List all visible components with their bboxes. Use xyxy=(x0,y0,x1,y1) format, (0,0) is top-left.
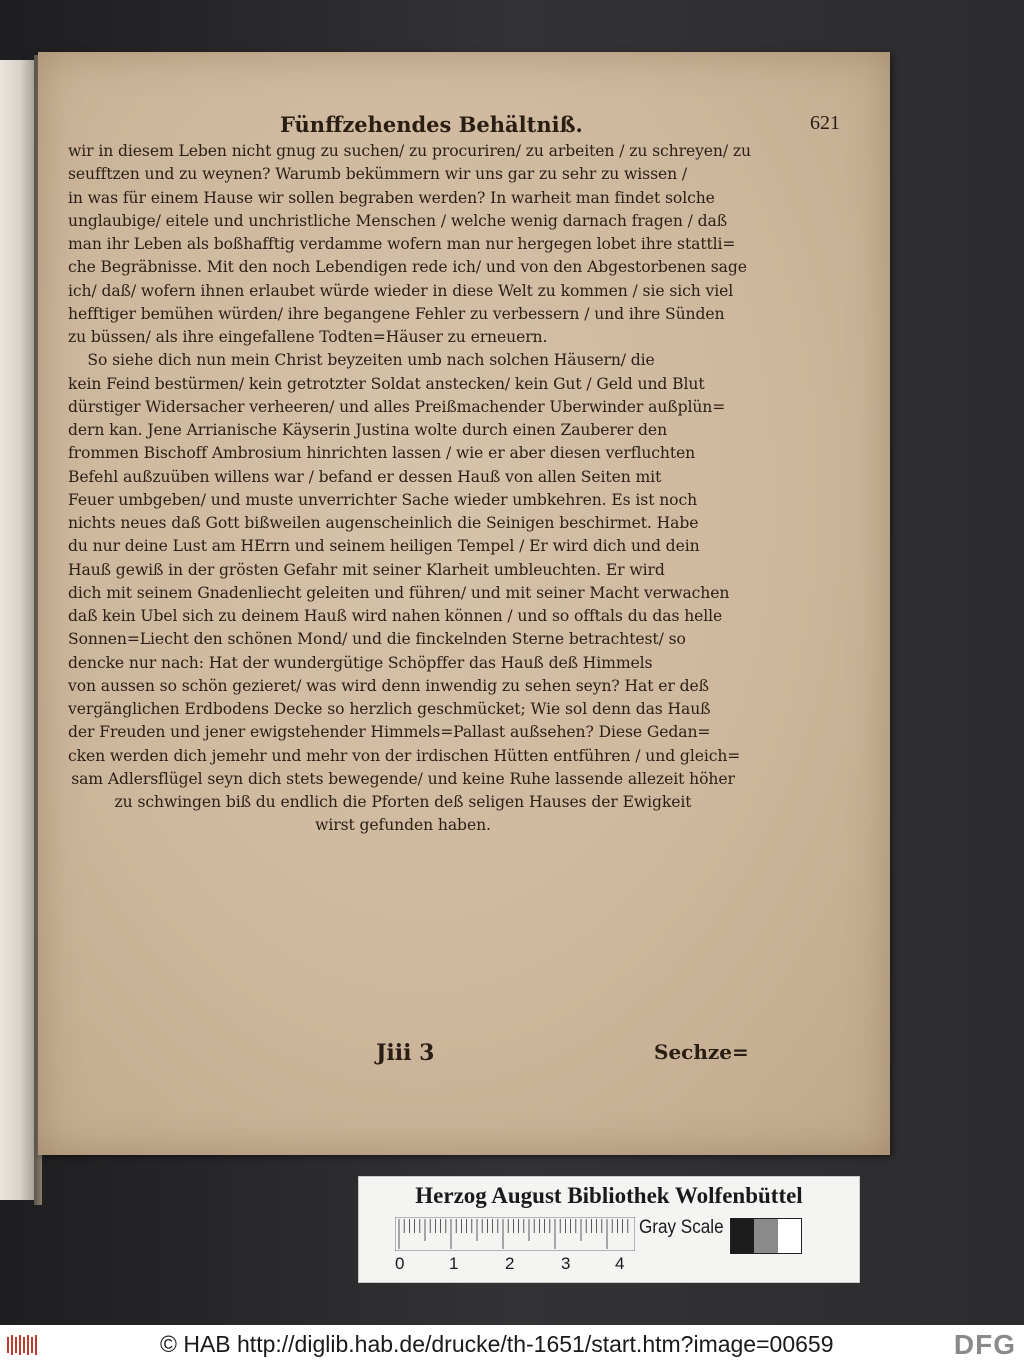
text-line: frommen Bischoff Ambrosium hinrichten lassen / wie er aber diesen verfluchten xyxy=(68,444,696,463)
text-line: So siehe dich nun mein Christ beyzeiten umb nach solchen Häusern/ die xyxy=(68,351,655,370)
text-line: du nur deine Lust am HErrn und seinem heiligen Tempel / Er wird dich und dein xyxy=(68,537,700,556)
text-line: ich/ daß/ wofern ihnen erlaubet würde wieder in diese Welt zu kommen / sie sich viel xyxy=(68,281,734,300)
gray-swatch-dark xyxy=(731,1219,754,1253)
gray-scale-swatch xyxy=(730,1218,802,1254)
text-line: cken werden dich jemehr und mehr von der irdischen Hütten entführen / und gleich= xyxy=(68,746,741,765)
text-line: dern kan. Jene Arrianische Käyserin Justina wolte durch einen Zauberer den xyxy=(68,421,668,439)
text-line: zu schwingen biß du endlich die Pforten deß seligen Hauses der Ewigkeit xyxy=(114,793,692,811)
page-number: 621 xyxy=(810,112,840,134)
text-line: wirst gefunden haben. xyxy=(315,816,491,835)
footer-bar xyxy=(0,1325,1024,1365)
text-line: kein Feind bestürmen/ kein getrotzter Soldat anstecken/ kein Gut / Geld und Blut xyxy=(68,374,705,393)
ruler-scale xyxy=(395,1217,635,1251)
copyright-url-text: © HAB http://diglib.hab.de/drucke/th-1651/start.htm?image=00659 xyxy=(160,1331,834,1357)
book-page xyxy=(38,52,890,1155)
gray-swatch-light xyxy=(778,1219,801,1253)
text-line: nichts neues daß Gott bißweilen augenscheinlich die Seinigen beschirmet. Habe xyxy=(68,514,699,532)
text-line: dich mit seinem Gnadenliecht geleiten und führen/ und mit seiner Macht verwachen xyxy=(68,583,730,602)
ruler-label: 3 xyxy=(561,1254,571,1273)
body-text xyxy=(68,140,751,838)
text-line: seufftzen und zu weynen? Warumb bekümmern wir uns gar zu sehr zu wissen / xyxy=(68,165,688,184)
text-line: zu büssen/ als ihre eingefallene Todten=Häuser zu erneuern. xyxy=(68,328,548,346)
running-head: Fünffzehendes Behältniß. xyxy=(280,112,583,137)
text-line: sam Adlersflügel seyn dich stets bewegende/ und keine Ruhe lassende allezeit höher xyxy=(71,769,735,788)
text-line: Befehl außzuüben willens war / befand er dessen Hauß von allen Seiten mit xyxy=(68,467,662,486)
text-line: man ihr Leben als boßhafftig verdamme wofern man nur hergegen lobet ihre stattli= xyxy=(68,235,736,253)
signature-mark: Jiii 3 xyxy=(376,1040,435,1066)
gray-swatch-mid xyxy=(754,1219,777,1253)
ruler-label: 1 xyxy=(449,1254,459,1273)
ruler-label: 2 xyxy=(505,1254,515,1273)
color-scale-card xyxy=(358,1176,860,1283)
text-line: Hauß gewiß in der grösten Gefahr mit seiner Klarheit umbleuchten. Er wird xyxy=(68,560,665,579)
binding-edge xyxy=(0,60,34,1200)
ruler-label: 4 xyxy=(615,1254,625,1273)
text-line: daß kein Ubel sich zu deinem Hauß wird nahen können / und so offtals du das helle xyxy=(68,607,723,625)
text-line: vergänglichen Erdbodens Decke so herzlich geschmücket; Wie sol denn das Hauß xyxy=(68,700,711,718)
library-logo-icon xyxy=(6,1333,40,1357)
text-line: in was für einem Hause wir sollen begraben werden? In warheit man findet solche xyxy=(68,188,715,207)
ruler-label: 0 xyxy=(395,1254,405,1273)
catchword: Sechze= xyxy=(654,1040,749,1064)
text-line: Sonnen=Liecht den schönen Mond/ und die finckelnden Sterne betrachtest/ so xyxy=(68,630,686,649)
text-line: che Begräbnisse. Mit den noch Lebendigen rede ich/ und von den Abgestorbenen sage xyxy=(68,258,747,277)
text-line: wir in diesem Leben nicht gnug zu suchen/ zu procuriren/ zu arbeiten / zu schreyen/ zu xyxy=(68,142,751,160)
text-line: von aussen so schön gezieret/ was wird denn inwendig zu sehen seyn? Hat er deß xyxy=(68,676,709,695)
gray-scale-label: Gray Scale xyxy=(639,1217,724,1238)
dfg-logo: DFG xyxy=(953,1329,1016,1360)
card-title: Herzog August Bibliothek Wolfenbüttel xyxy=(415,1183,803,1208)
text-line: dürstiger Widersacher verheeren/ und alles Preißmachender Uberwinder außplün= xyxy=(68,397,726,416)
text-line: unglaubige/ eitele und unchristliche Menschen / welche wenig darnach fragen / daß xyxy=(68,211,728,230)
text-line: dencke nur nach: Hat der wundergütige Schöpffer das Hauß deß Himmels xyxy=(68,653,653,672)
text-line: hefftiger bemühen würden/ ihre begangene Fehler zu verbessern / und ihre Sünden xyxy=(68,304,725,323)
text-line: der Freuden und jener ewigstehender Himmels=Pallast außsehen? Diese Gedan= xyxy=(68,723,711,742)
text-line: Feuer umbgeben/ und muste unverrichter Sache wieder umbkehren. Es ist noch xyxy=(68,490,698,509)
